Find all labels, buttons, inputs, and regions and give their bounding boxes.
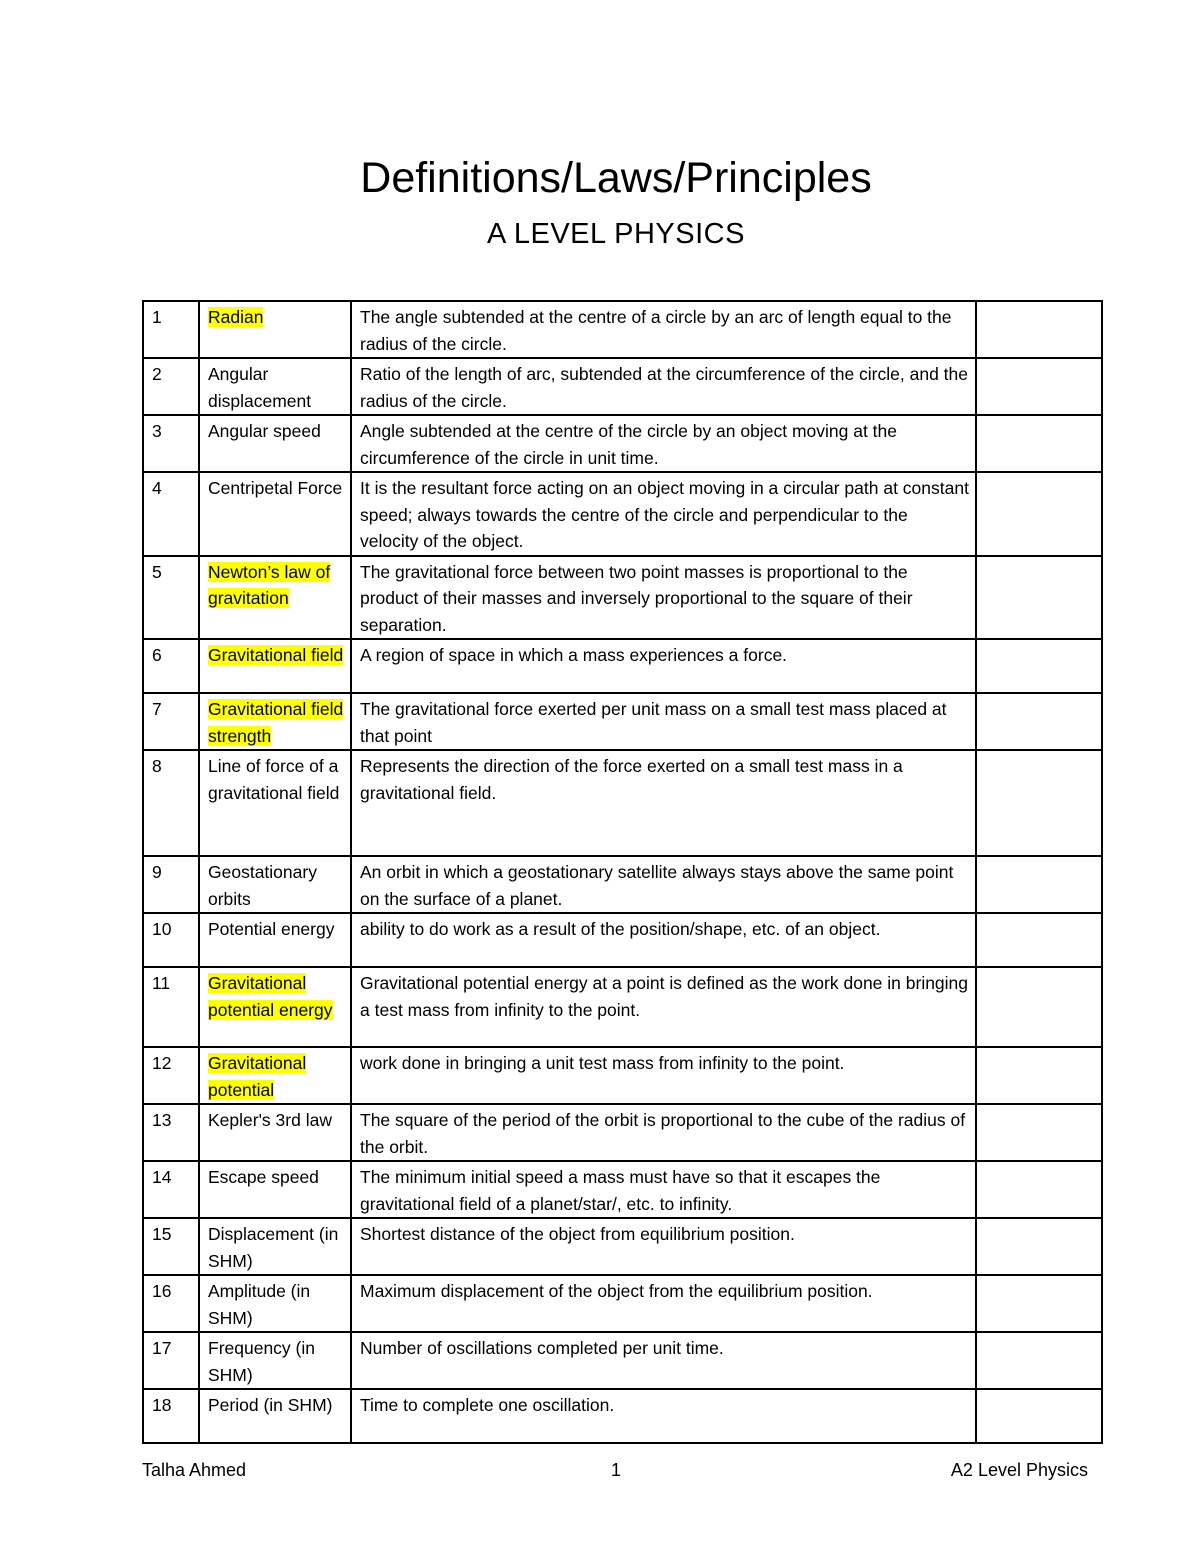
definitions-table <box>142 300 1103 1444</box>
row-number: 3 <box>143 415 199 472</box>
term-cell <box>199 967 351 1047</box>
row-number: 15 <box>143 1218 199 1275</box>
table-row <box>143 967 1102 1047</box>
definition-cell: Angle subtended at the centre of the circle by an object moving at the circumference of the circle in unit time. <box>351 415 976 472</box>
table-row <box>143 750 1102 856</box>
blank-cell <box>976 913 1102 967</box>
row-number: 17 <box>143 1332 199 1389</box>
row-number: 6 <box>143 639 199 693</box>
blank-cell <box>976 1161 1102 1218</box>
table-row <box>143 1332 1102 1389</box>
term-cell <box>199 750 351 856</box>
term-label: Amplitude (in SHM) <box>208 1281 311 1328</box>
term-cell <box>199 472 351 556</box>
blank-cell <box>976 556 1102 640</box>
blank-cell <box>976 856 1102 913</box>
definition-cell: Time to complete one oscillation. <box>351 1389 976 1443</box>
term-cell <box>199 693 351 750</box>
blank-cell <box>976 1332 1102 1389</box>
blank-cell <box>976 639 1102 693</box>
row-number: 16 <box>143 1275 199 1332</box>
row-number: 9 <box>143 856 199 913</box>
table-row <box>143 472 1102 556</box>
term-label: Radian <box>208 307 264 327</box>
row-number: 7 <box>143 693 199 750</box>
definition-cell: The angle subtended at the centre of a circle by an arc of length equal to the radius of the circle. <box>351 301 976 358</box>
term-label: Gravitational potential <box>208 1053 307 1100</box>
footer-page-number: 1 <box>610 1460 621 1480</box>
blank-cell <box>976 415 1102 472</box>
term-cell <box>199 1161 351 1218</box>
blank-cell <box>976 358 1102 415</box>
table-row <box>143 556 1102 640</box>
term-label: Centripetal Force <box>208 478 343 498</box>
table-row <box>143 693 1102 750</box>
definitions-table-body <box>143 301 1102 1443</box>
page-subtitle: A LEVEL PHYSICS <box>487 218 745 250</box>
table-row <box>143 1161 1102 1218</box>
blank-cell <box>976 301 1102 358</box>
term-label: Escape speed <box>208 1167 319 1187</box>
definition-cell: The gravitational force exerted per unit mass on a small test mass placed at that point <box>351 693 976 750</box>
term-cell <box>199 856 351 913</box>
blank-cell <box>976 967 1102 1047</box>
definition-cell: Represents the direction of the force exerted on a small test mass in a gravitational field. <box>351 750 976 856</box>
blank-cell <box>976 1104 1102 1161</box>
term-cell <box>199 1275 351 1332</box>
table-row <box>143 1275 1102 1332</box>
blank-cell <box>976 750 1102 856</box>
footer-author: Talha Ahmed <box>142 1460 247 1480</box>
blank-cell <box>976 693 1102 750</box>
row-number: 11 <box>143 967 199 1047</box>
table-row <box>143 856 1102 913</box>
definition-cell: The square of the period of the orbit is proportional to the cube of the radius of the orbit. <box>351 1104 976 1161</box>
term-label: Potential energy <box>208 919 335 939</box>
term-label: Angular speed <box>208 421 321 441</box>
table-row <box>143 913 1102 967</box>
term-label: Geostationary orbits <box>208 862 317 909</box>
term-cell <box>199 1332 351 1389</box>
term-cell <box>199 556 351 640</box>
definition-cell: work done in bringing a unit test mass from infinity to the point. <box>351 1047 976 1104</box>
table-row <box>143 358 1102 415</box>
row-number: 10 <box>143 913 199 967</box>
definition-cell: It is the resultant force acting on an object moving in a circular path at constant speed; always towards the centre of the circle and perpendicular to the velocity of the object. <box>351 472 976 556</box>
page-title: Definitions/Laws/Principles <box>360 154 872 202</box>
blank-cell <box>976 1275 1102 1332</box>
footer-course: A2 Level Physics <box>950 1460 1088 1480</box>
definition-cell: A region of space in which a mass experiences a force. <box>351 639 976 693</box>
definition-cell: Maximum displacement of the object from the equilibrium position. <box>351 1275 976 1332</box>
row-number: 14 <box>143 1161 199 1218</box>
row-number: 4 <box>143 472 199 556</box>
term-cell <box>199 913 351 967</box>
term-label: Displacement (in SHM) <box>208 1224 339 1271</box>
blank-cell <box>976 472 1102 556</box>
term-label: Gravitational potential energy <box>208 973 333 1020</box>
term-label: Gravitational field <box>208 645 344 665</box>
definition-cell: The minimum initial speed a mass must have so that it escapes the gravitational field of a planet/star/, etc. to infinity. <box>351 1161 976 1218</box>
term-label: Period (in SHM) <box>208 1395 333 1415</box>
definition-cell: ability to do work as a result of the position/shape, etc. of an object. <box>351 913 976 967</box>
table-row <box>143 1389 1102 1443</box>
blank-cell <box>976 1389 1102 1443</box>
term-cell <box>199 1218 351 1275</box>
table-row <box>143 1218 1102 1275</box>
blank-cell <box>976 1047 1102 1104</box>
row-number: 2 <box>143 358 199 415</box>
row-number: 1 <box>143 301 199 358</box>
term-label: Angular displacement <box>208 364 312 411</box>
term-cell <box>199 301 351 358</box>
term-cell <box>199 1389 351 1443</box>
definition-cell: Ratio of the length of arc, subtended at the circumference of the circle, and the radius of the circle. <box>351 358 976 415</box>
table-row <box>143 415 1102 472</box>
table-row <box>143 1104 1102 1161</box>
term-cell <box>199 358 351 415</box>
table-row <box>143 639 1102 693</box>
definition-cell: The gravitational force between two point masses is proportional to the product of their masses and inversely proportional to the square of their separation. <box>351 556 976 640</box>
definition-cell: Shortest distance of the object from equilibrium position. <box>351 1218 976 1275</box>
row-number: 12 <box>143 1047 199 1104</box>
definition-cell: An orbit in which a geostationary satellite always stays above the same point on the surface of a planet. <box>351 856 976 913</box>
term-label: Gravitational field strength <box>208 699 344 746</box>
term-label: Newton’s law of gravitation <box>208 561 331 608</box>
row-number: 13 <box>143 1104 199 1161</box>
term-cell <box>199 1104 351 1161</box>
term-cell <box>199 639 351 693</box>
definition-cell: Gravitational potential energy at a point is defined as the work done in bringing a test mass from infinity to the point. <box>351 967 976 1047</box>
blank-cell <box>976 1218 1102 1275</box>
table-row <box>143 1047 1102 1104</box>
term-cell <box>199 415 351 472</box>
row-number: 18 <box>143 1389 199 1443</box>
term-label: Kepler's 3rd law <box>208 1110 332 1130</box>
term-cell <box>199 1047 351 1104</box>
table-row <box>143 301 1102 358</box>
row-number: 8 <box>143 750 199 856</box>
term-label: Frequency (in SHM) <box>208 1338 315 1385</box>
term-label: Line of force of a gravitational field <box>208 756 340 803</box>
definition-cell: Number of oscillations completed per unit time. <box>351 1332 976 1389</box>
row-number: 5 <box>143 556 199 640</box>
